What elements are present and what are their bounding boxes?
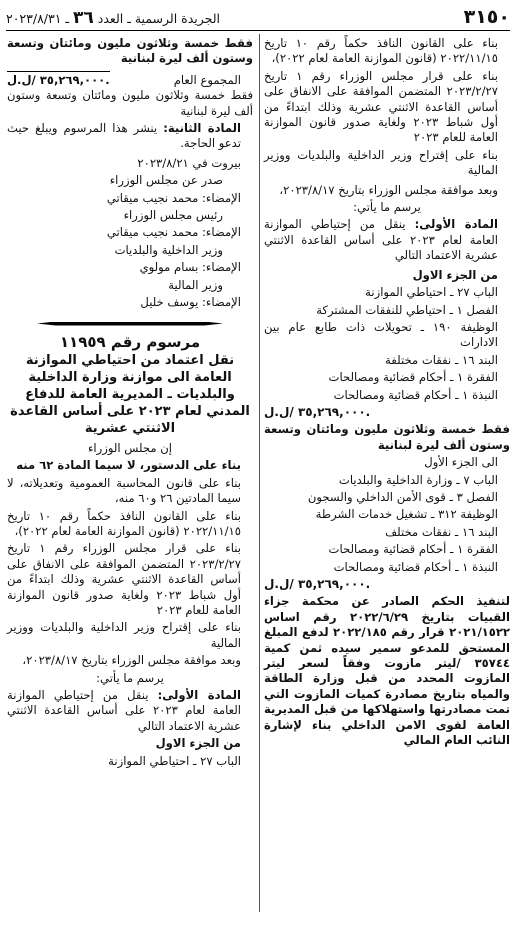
right-column xyxy=(264,36,510,750)
clause: بناء على القانون النافذ حكماً رقم ١٠ تاريخ ٢٠٢٢/١١/١٥ (قانون الموازنة العامة لعام ٢٠٢٢)، xyxy=(264,36,498,66)
signature-line: الإمضاء: بسام مولوي xyxy=(139,260,241,275)
column-divider xyxy=(259,34,260,912)
amount-words: فقط خمسة وثلاثون مليون ومائتان وتسعة وستون ألف ليرة لبنانية xyxy=(7,36,253,66)
signature-line: الإمضاء: يوسف خليل xyxy=(140,295,241,310)
amount-words: فقط خمسة وثلاثون مليون ومائتان وتسعة وستون ألف ليرة لبنانية xyxy=(264,422,510,452)
signature-line: رئيس مجلس الوزراء xyxy=(123,208,223,223)
from-part: من الجزء الاول xyxy=(155,736,241,751)
decree-title: نقل اعتماد من احتياطي الموازنة العامة الى موازنة وزارة الداخلية والبلديات ـ المديرية العامة للدفاع المدني لعام ٢٠٢٣ على أساس القاعدة الاثنتي عشرية xyxy=(10,352,250,436)
decree-formula: يرسم ما يأتي: xyxy=(353,200,421,215)
budget-line: الوظيفة ١٩٠ ـ تحويلات ذات طابع عام بين الادارات xyxy=(264,319,498,350)
signature-line: الإمضاء: محمد نجيب ميقاتي xyxy=(106,190,241,205)
from-part: من الجزء الاول xyxy=(412,267,498,282)
total-line xyxy=(7,71,253,88)
article-text: ينقل من إحتياطي الموازنة العامة لعام ٢٠٢٣ على أساس القاعدة الاثنتي عشرية الاعتماد التالي xyxy=(7,688,241,733)
article-label: المادة الأولى: xyxy=(157,688,241,702)
decree-number: مرسوم رقم ١١٩٥٩ xyxy=(59,332,201,351)
clause: بناء على قرار مجلس الوزراء رقم ١ تاريخ ٢٠٢٣/٢/٢٧ المتضمن الموافقة على الانفاق على أساس القاعدة الاثنتي عشرية وذلك ابتداءً من أول شباط ٢٠٢٣ ولغاية صدور قانون الموازنة العامة للعام ٢٠٢٣ xyxy=(264,68,498,145)
clause: بناء على إقتراح وزير الداخلية والبلديات ووزير المالية xyxy=(7,620,241,650)
gazette-prefix: الجريدة الرسمية ـ العدد xyxy=(97,11,221,26)
left-column xyxy=(7,36,253,771)
total-amount: ٣٥,٢٦٩,٠٠٠ /ل.ل. xyxy=(7,72,110,87)
budget-line: الفصل ٣ ـ قوى الأمن الداخلي والسجون xyxy=(307,489,498,504)
clause: بناء على الدستور، لا سيما المادة ٦٢ منه xyxy=(16,458,241,473)
clause: إن مجلس الوزراء xyxy=(87,440,173,455)
budget-line: الباب ٢٧ ـ احتياطي الموازنة xyxy=(108,753,241,768)
gazette-title xyxy=(6,8,220,28)
article-1 xyxy=(264,217,510,263)
decree-formula: يرسم ما يأتي: xyxy=(96,670,164,685)
issue-date: ـ ٢٠٢٣/٨/٣١ xyxy=(6,11,70,26)
budget-line: الفقرة ١ ـ أحكام قضائية ومصالحات xyxy=(328,370,498,385)
budget-line: النبذة ١ ـ أحكام قضائية ومصالحات xyxy=(333,387,498,402)
clause: وبعد موافقة مجلس الوزراء بتاريخ ٢٠٢٣/٨/١٧، xyxy=(22,653,241,668)
execution-note: لتنفيذ الحكم الصادر عن محكمة جزاء القبيات بتاريخ ٢٠٢٢/٦/٢٩ رقم اساس ٢٠٢١/١٥٢٢ قرار رقم ٢٠٢٢/١٨٥ لدفع المبلغ المستحق للمدعو سمير سيده ثمن كمية ٣٥٧٤٤ /ليتر مازوت وفقاً لسعر ليتر المازوت المحدد من قبل وزارة الطاقة والمياه بتاريخ مصادرة كميات المازوت التي تمت مصادرتها واستهلاكها من قبل المديرية العامة لقوى الامن الداخلي بناء لإشارة النائب العام المالي xyxy=(264,594,510,748)
issue-number: ٣٦ xyxy=(73,8,94,28)
header-rule xyxy=(6,30,510,31)
amount-words: فقط خمسة وثلاثون مليون ومائتان وتسعة وستون ألف ليرة لبنانية xyxy=(7,88,253,118)
section-divider xyxy=(7,317,253,331)
budget-line: الفقرة ١ ـ أحكام قضائية ومصالحات xyxy=(328,542,498,557)
article-text: ينشر هذا المرسوم ويبلغ حيث تدعو الحاجة. xyxy=(7,121,241,151)
to-part: الى الجزء الأول xyxy=(424,455,498,470)
page-number: ٣١٥٠ xyxy=(463,6,510,28)
article-1 xyxy=(7,688,253,734)
total-label: المجموع العام xyxy=(173,72,241,87)
clause: بناء على قرار مجلس الوزراء رقم ١ تاريخ ٢٠٢٣/٢/٢٧ المتضمن الموافقة على الانفاق على أساس القاعدة الاثنتي عشرية وذلك ابتداءً من أول شباط ٢٠٢٣ ولغاية صدور قانون الموازنة العامة للعام ٢٠٢٣ xyxy=(7,541,241,617)
clause: بناء على القانون النافذ حكماً رقم ١٠ تاريخ ٢٠٢٢/١١/١٥ (قانون الموازنة العامة لعام ٢٠٢٢)، xyxy=(7,508,241,538)
budget-line: البند ١٦ ـ نفقات مختلف xyxy=(385,524,498,539)
clause: بناء على قانون المحاسبة العمومية وتعديلاته، لا سيما المادتين ٢٦ و٦٠ منه، xyxy=(7,475,241,506)
page-header xyxy=(6,6,510,28)
article-2 xyxy=(7,121,253,152)
budget-line: الباب ٧ ـ وزارة الداخلية والبلديات xyxy=(338,472,498,487)
clause: وبعد موافقة مجلس الوزراء بتاريخ ٢٠٢٣/٨/١٧، xyxy=(279,182,498,197)
clause: بناء على إقتراح وزير الداخلية والبلديات ووزير المالية xyxy=(264,147,498,178)
signature-line: وزير المالية xyxy=(168,277,223,292)
article-text: ينقل من إحتياطي الموازنة العامة لعام ٢٠٢٣ على أساس القاعدة الاثنتي عشرية الاعتماد التالي xyxy=(264,217,498,263)
signature-line: صدر عن مجلس الوزراء xyxy=(109,173,223,188)
budget-line: الفصل ١ ـ احتياطي للنفقات المشتركة xyxy=(316,302,498,317)
signature-line: الإمضاء: محمد نجيب ميقاتي xyxy=(106,225,241,240)
signature-line: وزير الداخلية والبلديات xyxy=(114,242,223,257)
budget-line: البند ١٦ ـ نفقات مختلفة xyxy=(385,352,498,367)
article-label: المادة الأولى: xyxy=(414,217,498,232)
budget-line: الباب ٢٧ ـ احتياطي الموازنة xyxy=(365,285,498,300)
amount: ٣٥,٢٦٩,٠٠٠ /ل.ل. xyxy=(264,577,371,591)
budget-line: الوظيفة ٣١٢ ـ تشغيل خدمات الشرطة xyxy=(315,507,498,522)
place-date: بيروت في ٢٠٢٣/٨/٢١ xyxy=(137,155,241,170)
budget-line: النبذة ١ ـ أحكام قضائية ومصالحات xyxy=(333,559,498,574)
amount: ٣٥,٢٦٩,٠٠٠ /ل.ل. xyxy=(264,404,371,419)
article-label: المادة الثانية: xyxy=(163,121,242,136)
